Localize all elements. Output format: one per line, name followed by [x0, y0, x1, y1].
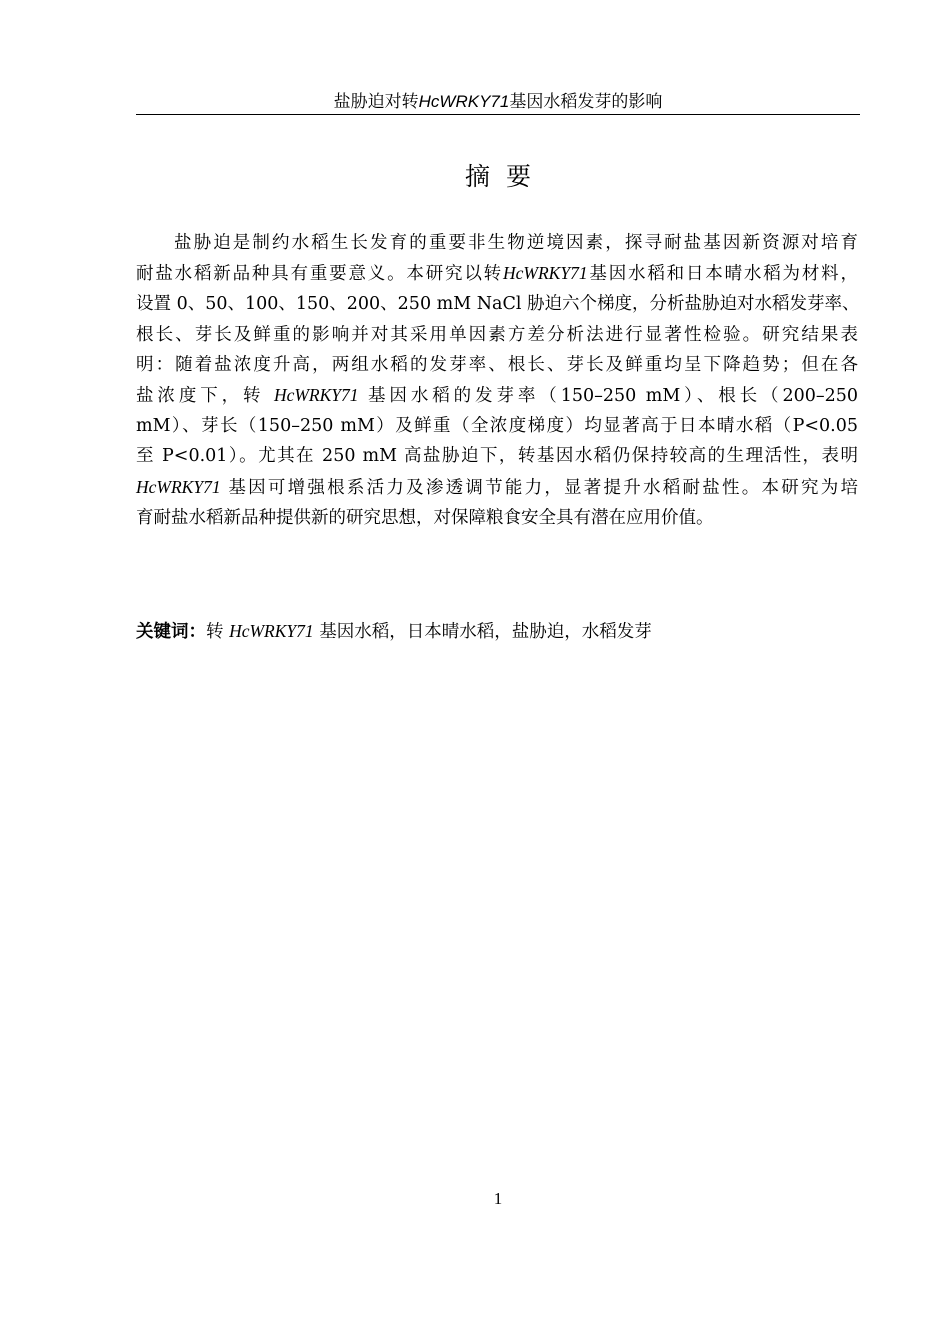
abstract-line [136, 380, 858, 411]
abstract-text: 基因水稻的发芽率（150–250 mM）、根长（200–250 [358, 386, 859, 407]
abstract-line [136, 441, 858, 471]
keywords [136, 618, 858, 645]
abstract-text: 至 P<0.01）。尤其在 250 mM 高盐胁迫下，转基因水稻仍保持较高的生理活性，表明 [136, 446, 858, 467]
abstract-text: 盐浓度下，转 [136, 386, 274, 407]
abstract-line [136, 289, 858, 319]
abstract-line [136, 411, 858, 441]
running-header [136, 90, 860, 114]
page-number: 1 [493, 1189, 503, 1208]
abstract-line [136, 503, 858, 533]
abstract-line [136, 320, 858, 350]
keywords-gene: HcWRKY71 [229, 621, 314, 641]
abstract-text: mM）、芽长（150–250 mM）及鲜重（全浓度梯度）均显著高于日本晴水稻（P<0.05 [136, 416, 858, 437]
keywords-prefix: 转 [206, 622, 230, 642]
abstract-text: 基因可增强根系活力及渗透调节能力，显著提升水稻耐盐性。本研究为培 [220, 477, 858, 498]
gene-name: HcWRKY71 [273, 385, 359, 406]
keywords-rest: 基因水稻，日本晴水稻，盐胁迫，水稻发芽 [313, 622, 652, 642]
abstract-body [136, 228, 858, 533]
abstract-text: 盐胁迫是制约水稻生长发育的重要非生物逆境因素，探寻耐盐基因新资源对培育 [174, 233, 858, 253]
abstract-text: 根长、芽长及鲜重的影响并对其采用单因素方差分析法进行显著性检验。研究结果表 [136, 324, 858, 345]
keywords-label: 关键词： [136, 622, 206, 642]
header-rule [136, 114, 860, 115]
header-prefix: 盐胁迫对转 [333, 92, 419, 112]
abstract-text: 设置 0、50、100、150、200、250 mM NaCl 胁迫六个梯度，分析盐胁迫对水稻发芽率、 [136, 294, 860, 315]
abstract-line [136, 258, 858, 289]
abstract-text: 明：随着盐浓度升高，两组水稻的发芽率、根长、芽长及鲜重均呈下降趋势；但在各 [136, 354, 858, 375]
header-suffix: 基因水稻发芽的影响 [509, 92, 663, 112]
header-gene: HcWRKY71 [418, 92, 510, 111]
gene-name: HcWRKY71 [503, 263, 588, 284]
abstract-line [136, 228, 858, 258]
gene-name: HcWRKY71 [136, 476, 221, 497]
abstract-paragraph [136, 228, 858, 533]
abstract-line [136, 472, 858, 503]
abstract-text: 耐盐水稻新品种具有重要意义。本研究以转 [136, 264, 503, 285]
abstract-line [136, 350, 858, 380]
abstract-text: 育耐盐水稻新品种提供新的研究思想，对保障粮食安全具有潜在应用价值。 [136, 507, 714, 528]
abstract-title: 摘要 [464, 162, 547, 191]
abstract-text: 基因水稻和日本晴水稻为材料， [587, 264, 858, 285]
